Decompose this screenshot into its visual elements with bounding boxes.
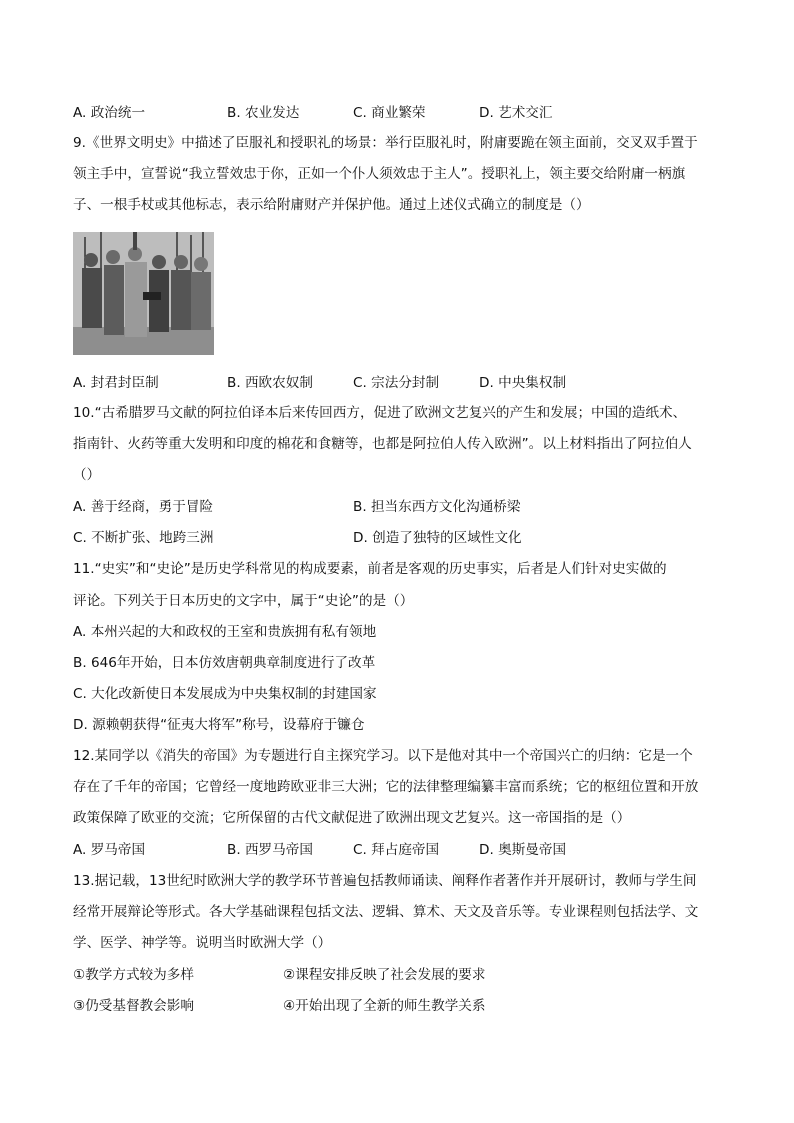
q13-stem-line-3: 学、医学、神学等。说明当时欧洲大学（） bbox=[73, 935, 332, 951]
q12-stem-line-3: 政策保障了欧亚的交流；它所保留的古代文献促进了欧洲出现文艺复兴。这一帝国指的是（） bbox=[73, 810, 631, 826]
q11-option-d: D. 源赖朝获得“征夷大将军”称号，设幕府于镰仓 bbox=[73, 717, 365, 733]
q12-stem-line-2: 存在了千年的帝国；它曾经一度地跨欧亚非三大洲；它的法律整理编纂丰富而系统；它的枢纽位置和开放 bbox=[73, 779, 699, 795]
q9-stem-line-3: 子、一根手杖或其他标志，表示给附庸财产并保护他。通过上述仪式确立的制度是（） bbox=[73, 197, 590, 213]
q9-option-b: B. 西欧农奴制 bbox=[227, 375, 313, 391]
q13-stem-line-2: 经常开展辩论等形式。各大学基础课程包括文法、逻辑、算术、天文及音乐等。专业课程则包括法学、文 bbox=[73, 904, 699, 920]
q8-option-c: C. 商业繁荣 bbox=[353, 105, 426, 121]
q13-statement-3: ③仍受基督教会影响 bbox=[73, 998, 194, 1014]
q10-option-b: B. 担当东西方文化沟通桥梁 bbox=[353, 499, 521, 515]
q12-option-b: B. 西罗马帝国 bbox=[227, 842, 313, 858]
q10-option-c: C. 不断扩张、地跨三洲 bbox=[73, 530, 214, 546]
q12-stem-line-1: 12.某同学以《消失的帝国》为专题进行自主探究学习。以下是他对其中一个帝国兴亡的归纳：它是一个 bbox=[73, 748, 693, 764]
q9-option-c: C. 宗法分封制 bbox=[353, 375, 440, 391]
q13-statement-4: ④开始出现了全新的师生教学关系 bbox=[283, 998, 486, 1014]
q10-stem-line-3: （） bbox=[73, 467, 101, 483]
q10-option-a: A. 善于经商，勇于冒险 bbox=[73, 499, 214, 515]
q8-option-d: D. 艺术交汇 bbox=[479, 105, 553, 121]
q11-stem-line-1: 11.“史实”和“史论”是历史学科常见的构成要素，前者是客观的历史事实，后者是人们针对史实做的 bbox=[73, 561, 667, 577]
q8-option-b: B. 农业发达 bbox=[227, 105, 300, 121]
q11-option-c: C. 大化改新使日本发展成为中央集权制的封建国家 bbox=[73, 686, 377, 702]
q10-option-d: D. 创造了独特的区域性文化 bbox=[353, 530, 522, 546]
q11-option-b: B. 646年开始，日本仿效唐朝典章制度进行了改革 bbox=[73, 655, 376, 671]
q12-option-a: A. 罗马帝国 bbox=[73, 842, 146, 858]
q11-option-a: A. 本州兴起的大和政权的王室和贵族拥有私有领地 bbox=[73, 624, 377, 640]
q9-option-a: A. 封君封臣制 bbox=[73, 375, 159, 391]
q12-option-d: D. 奥斯曼帝国 bbox=[479, 842, 567, 858]
q13-statement-2: ②课程安排反映了社会发展的要求 bbox=[283, 967, 486, 983]
q11-stem-line-2: 评论。下列关于日本历史的文字中，属于“史论”的是（） bbox=[73, 593, 414, 609]
q10-stem-line-1: 10.“古希腊罗马文献的阿拉伯译本后来传回西方，促进了欧洲文艺复兴的产生和发展；中国的造纸术、 bbox=[73, 405, 687, 421]
homage-ceremony-illustration bbox=[73, 232, 214, 355]
q9-stem-line-2: 领主手中，宣誓说“我立誓效忠于你，正如一个仆人须效忠于主人”。授职礼上，领主要交给附庸一柄旗 bbox=[73, 166, 686, 182]
q9-option-d: D. 中央集权制 bbox=[479, 375, 567, 391]
q10-stem-line-2: 指南针、火药等重大发明和印度的棉花和食糖等，也都是阿拉伯人传入欧洲”。以上材料指出了阿拉伯人 bbox=[73, 436, 692, 452]
q8-option-a: A. 政治统一 bbox=[73, 105, 146, 121]
q9-stem-line-1: 9.《世界文明史》中描述了臣服礼和授职礼的场景：举行臣服礼时，附庸要跪在领主面前，交叉双手置于 bbox=[73, 135, 698, 151]
q13-stem-line-1: 13.据记载，13世纪时欧洲大学的教学环节普遍包括教师诵读、阐释作者著作并开展研讨，教师与学生间 bbox=[73, 873, 697, 889]
q13-statement-1: ①教学方式较为多样 bbox=[73, 967, 194, 983]
q12-option-c: C. 拜占庭帝国 bbox=[353, 842, 440, 858]
